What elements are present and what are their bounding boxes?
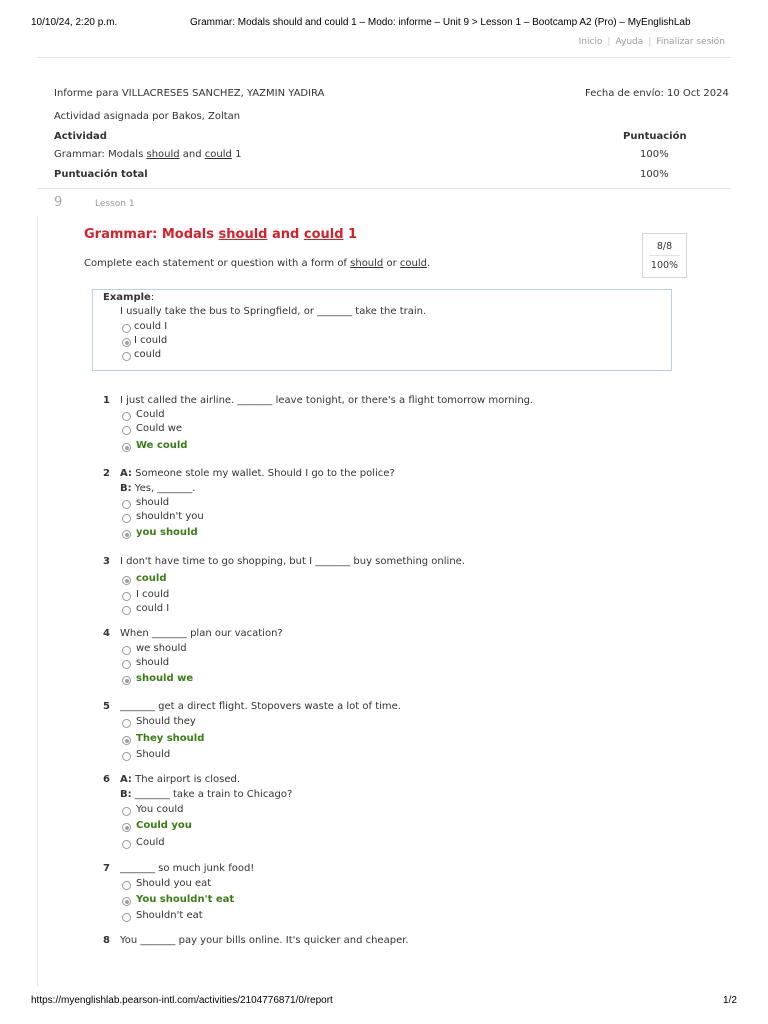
answer-option-label: Should (136, 749, 171, 760)
answer-option-radio[interactable] (122, 576, 131, 585)
example-option-label: could I (134, 321, 168, 332)
link-help[interactable]: Ayuda (615, 37, 644, 47)
question-number: 6 (103, 774, 110, 785)
example-option-radio[interactable] (122, 338, 131, 347)
link-logout[interactable]: Finalizar sesión (656, 37, 725, 47)
print-page-number: 1/2 (723, 995, 737, 1006)
answer-option-radio[interactable] (122, 719, 131, 728)
answer-option-radio[interactable] (122, 881, 131, 890)
answer-option-label: Should you eat (136, 878, 212, 889)
question-line-text: _______ so much junk food! (120, 863, 255, 874)
question-number: 1 (103, 395, 110, 406)
question-text (120, 556, 465, 567)
answer-option-radio[interactable] (122, 606, 131, 615)
header-divider (37, 57, 731, 58)
lesson-label: Lesson 1 (95, 199, 135, 209)
question-text (120, 935, 409, 946)
print-date: 10/10/24, 2:20 p.m. (31, 17, 118, 28)
answer-option-correct: could (136, 573, 167, 584)
answer-option-correct: We could (136, 440, 188, 451)
answer-option-radio[interactable] (122, 514, 131, 523)
answer-option-label: Could (136, 409, 165, 420)
lesson-number: 9 (54, 195, 63, 210)
answer-option-label: Could (136, 837, 165, 848)
question-text (120, 483, 195, 494)
report-for: Informe para VILLACRESES SANCHEZ, YAZMIN YADIRA (54, 88, 325, 99)
question-line-text: _______ get a direct flight. Stopovers waste a lot of time. (120, 701, 401, 712)
question-text (120, 863, 254, 874)
score-divider (649, 255, 680, 256)
speaker-label: B: (120, 483, 132, 494)
question-line-text: You _______ pay your bills online. It's quicker and cheaper. (120, 935, 409, 946)
question-text (120, 701, 401, 712)
example-option-label: I could (134, 335, 168, 346)
answer-option-radio[interactable] (122, 807, 131, 816)
question-line-text: When _______ plan our vacation? (120, 628, 283, 639)
print-title: Grammar: Modals should and could 1 – Modo: informe – Unit 9 > Lesson 1 – Bootcamp A2 (Pro) – MyEnglishLab (190, 17, 691, 28)
answer-option-radio[interactable] (122, 913, 131, 922)
question-number: 3 (103, 556, 110, 567)
answer-option-radio[interactable] (122, 897, 131, 906)
question-text (120, 789, 292, 800)
answer-option-radio[interactable] (122, 500, 131, 509)
summary-divider (37, 188, 731, 189)
example-option-radio[interactable] (122, 324, 131, 333)
activity-score: 100% (640, 149, 669, 160)
answer-option-radio[interactable] (122, 676, 131, 685)
exercise-title: Grammar: Modals should and could 1 (84, 227, 358, 242)
question-number: 2 (103, 468, 110, 479)
answer-option-label: Could we (136, 423, 183, 434)
question-number: 4 (103, 628, 110, 639)
score-percent: 100% (650, 260, 679, 271)
column-activity-header: Actividad (54, 131, 107, 142)
answer-option-radio[interactable] (122, 840, 131, 849)
question-line-text: Yes, _______. (131, 483, 196, 494)
activity-name: Grammar: Modals should and could 1 (54, 149, 242, 160)
question-line-text: I don't have time to go shopping, but I _______ buy something online. (120, 556, 465, 567)
question-line-text: The airport is closed. (131, 774, 241, 785)
answer-option-label: shouldn't you (136, 511, 204, 522)
exercise-instructions: Complete each statement or question with a form of should or could. (84, 258, 431, 269)
print-footer (0, 995, 768, 1009)
answer-option-label: Shouldn't eat (136, 910, 203, 921)
answer-option-label: should (136, 497, 170, 508)
answer-option-correct: They should (136, 733, 205, 744)
answer-option-radio[interactable] (122, 646, 131, 655)
answer-option-correct: Could you (136, 820, 192, 831)
question-line-text: _______ take a train to Chicago? (131, 789, 293, 800)
speaker-label: A: (120, 774, 132, 785)
speaker-label: B: (120, 789, 132, 800)
question-text (120, 395, 533, 406)
example-label: Example: (103, 292, 155, 303)
answer-option-label: You could (136, 804, 184, 815)
answer-option-label: could I (136, 603, 170, 614)
question-line-text: Someone stole my wallet. Should I go to the police? (131, 468, 395, 479)
question-number: 8 (103, 935, 110, 946)
print-url: https://myenglishlab.pearson-intl.com/activities/2104776871/0/report (31, 995, 333, 1006)
answer-option-radio[interactable] (122, 752, 131, 761)
answer-option-label: we should (136, 643, 187, 654)
question-text (120, 468, 395, 479)
example-option-label: could (134, 349, 162, 360)
submission-date: Fecha de envío: 10 Oct 2024 (585, 88, 729, 99)
example-box (92, 289, 672, 371)
print-header (0, 17, 768, 31)
question-number: 7 (103, 863, 110, 874)
question-text (120, 774, 240, 785)
answer-option-radio[interactable] (122, 530, 131, 539)
link-home[interactable]: Inicio (578, 37, 603, 47)
lesson-side-line (37, 216, 38, 986)
answer-option-radio[interactable] (122, 592, 131, 601)
speaker-label: A: (120, 468, 132, 479)
top-links: Inicio | Ayuda | Finalizar sesión (578, 37, 725, 47)
answer-option-radio[interactable] (122, 823, 131, 832)
answer-option-label: Should they (136, 716, 196, 727)
score-fraction: 8/8 (656, 241, 673, 252)
assigned-by: Actividad asignada por Bakos, Zoltan (54, 111, 241, 122)
total-score-label: Puntuación total (54, 169, 148, 180)
question-text (120, 628, 283, 639)
question-line-text: I just called the airline. _______ leave tonight, or there's a flight tomorrow morning. (120, 395, 534, 406)
exercise-score-box (642, 233, 687, 278)
question-number: 5 (103, 701, 110, 712)
total-score: 100% (640, 169, 669, 180)
example-option-radio[interactable] (122, 352, 131, 361)
answer-option-radio[interactable] (122, 660, 131, 669)
example-sentence: I usually take the bus to Springfield, or _______ take the train. (120, 306, 427, 317)
answer-option-radio[interactable] (122, 736, 131, 745)
answer-option-radio[interactable] (122, 443, 131, 452)
answer-option-correct: You shouldn't eat (136, 894, 235, 905)
answer-option-correct: should we (136, 673, 194, 684)
answer-option-label: I could (136, 589, 170, 600)
answer-option-correct: you should (136, 527, 198, 538)
answer-option-radio[interactable] (122, 426, 131, 435)
answer-option-radio[interactable] (122, 412, 131, 421)
answer-option-label: should (136, 657, 170, 668)
column-score-header: Puntuación (623, 131, 687, 142)
